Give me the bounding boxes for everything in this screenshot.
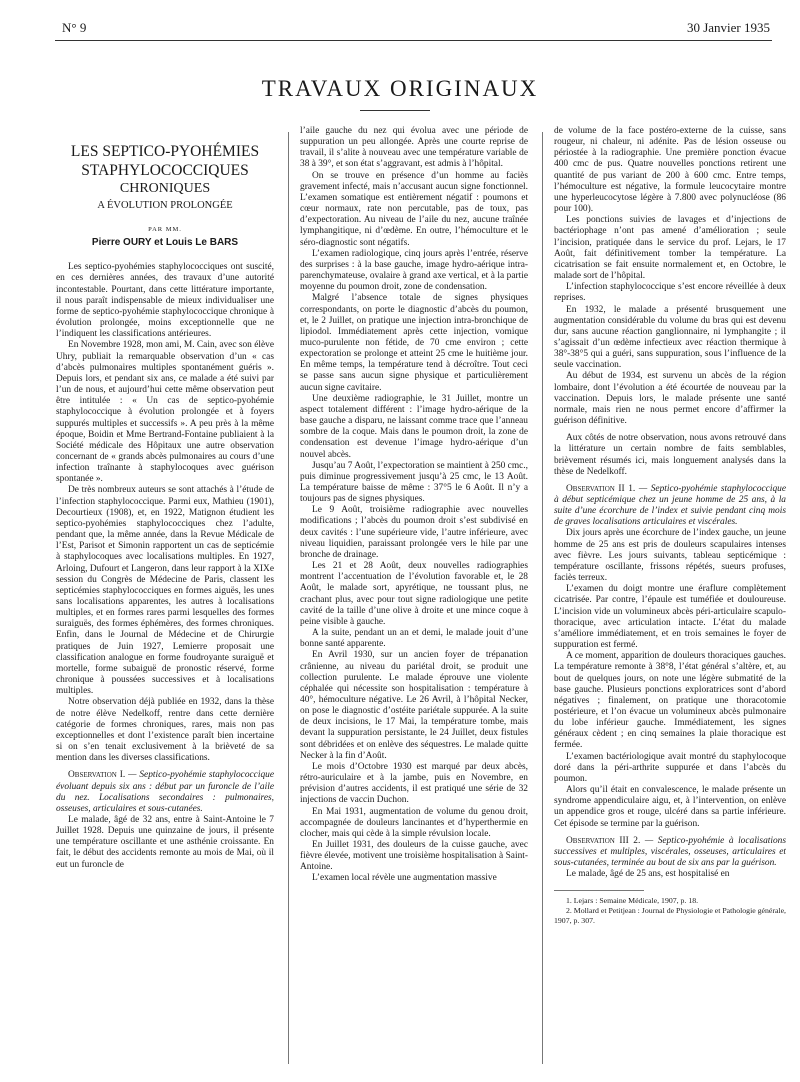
paragraph: Le 9 Août, troisième radiographie avec nouvelles modifications ; l’abcès du poumon droit s’est subdivisé en deux cavités : l’une supérieure vide, l’autre inférieure, avec niveau liquidien, paraissant prolongée vers le hile par une bronche de drainage.: [300, 505, 528, 560]
footnote: 2. Mollard et Petitjean : Journal de Physiologie et Pathologie générale, 1907, p. 307.: [554, 905, 786, 925]
article-title-line: CHRONIQUES: [119, 181, 211, 196]
observation-heading: [554, 836, 786, 869]
observation-title: — Septico-pyohémie staphylococcique à début septicémique chez un jeune homme de 25 ans, à la suite d’une écorchure de l’index et suivie pendant cinq mois de graves localisations articulaires et viscérales.: [554, 483, 786, 528]
issue-date: 30 Janvier 1935: [686, 20, 770, 35]
article-body: [56, 126, 784, 1074]
column-2: [300, 126, 528, 1074]
byline-prefix: PAR MM.: [148, 226, 182, 233]
paragraph: Le malade, âgé de 25 ans, est hospitalisé en: [566, 869, 730, 880]
column-3: [554, 126, 786, 1074]
article-title-line: LES SEPTICO-PYOHÉMIES: [70, 143, 260, 160]
footnote: 1. Lejars : Semaine Médicale, 1907, p. 18.: [566, 896, 699, 906]
paragraph: L’examen bactériologique avait montré du staphylocoque doré dans la péri-arthrite suppurée et dans l’abcès du poumon.: [554, 751, 786, 784]
observation-label: Observation I.: [68, 770, 126, 781]
article-title-line: STAPHYLOCOCCIQUES: [81, 162, 249, 179]
paragraph: Malgré l’absence totale de signes physiques correspondants, on porte le diagnostic d’abcès du poumon, et, le 2 Juillet, on pratique une injection intra-bronchique de lipiodol. Immédiatement après cette injection, vomique muco-purulente non fétide, de 70 cme environ ; cette expectoration se prolonge et atteint 25 cme le huitième jour. En même temps, la température tend à décroître. Tout ceci se passe sans aucun signe physique et particulièrement aucun signe cavitaire.: [300, 293, 528, 393]
paragraph: Une deuxième radiographie, le 31 Juillet, montre un aspect totalement différent : l’image hydro-aérique de la base gauche a disparu, ne laissant comme trace que l’anneau sombre de la coque. Mais dans le poumon droit, la zone de condensation est devenue l’image hydro-aérique d’un nouvel abcès.: [300, 393, 528, 460]
article-title: [56, 142, 274, 248]
paragraph: En 1932, le malade a présenté brusquement une augmentation considérable du volume du bras qui est devenu dur, sans aucune réaction ganglionnaire, ni lymphangite ; il s’agissait d’un œdème infectieux avec réaction thermique à 38°-38°5 qui a guéri, sans suppuration, sous l’influence de la seule vaccination.: [554, 304, 786, 371]
paragraph: En Novembre 1928, mon ami, M. Cain, avec son élève Uhry, publiait la remarquable observation d’un « cas d’abcès pulmonaires multiples spontanément guéris ». Depuis lors, et pendant six ans, ce malade a été suivi par l’un de nous, et aujourd’hui cette même observation peut être intitulée : « Un cas de septico-pyohémie staphylococcique à évolution prolongée et à foyers suppurés multiples et successifs ». A peu près à la même époque, Boidin et Mme Bertrand-Fontaine publiaient à la Société médicale des Hôpitaux une autre observation concernant de « grands abcès pulmonaires au cours d’une infection traînante à staphylocoques avec guérison spontanée ».: [56, 340, 274, 485]
paragraph: Notre observation déjà publiée en 1932, dans la thèse de notre élève Nedelkoff, rentre dans cette dernière catégorie de formes chroniques, rares, mais non pas exceptionnelles et dont l’existence paraît bien incertaine si on s’en tenait exclusivement à la brièveté de sa mention dans les diverses classifications.: [56, 697, 274, 764]
paragraph: De très nombreux auteurs se sont attachés à l’étude de l’infection staphylococcique. Parmi eux, Mathieu (1901), Decourtieux (1908), et, en 1922, Matignon étudient les septico-pyohémies staphylococciques chez l’adulte, pendant que, la même année, dans la Revue Médicale de l’Est, Parisot et Simonin rapportent un cas de septicémie à staphylocoques avec localisations multiples. En 1927, Arloing, Dufourt et Langeron, dans leur rapport à la XIXe session du Congrès de Médecine de Paris, classent les septicémies staphylococciques en formes aiguës, les unes sans localisations apparentes, les autres à localisations multiples, et en formes rares parmi lesquelles des formes suraiguës, des formes éphémères, des formes chroniques. Enfin, dans le Journal de Médecine et de Chirurgie pratiques de Juin 1927, Lemierre proposait une classification analogue en forme foudroyante suraiguë et mortelle, forme subaiguë de pronostic réservé, forme chronique à poussées successives et à localisations multiples.: [56, 485, 274, 697]
paragraph: Les septico-pyohémies staphylococciques ont suscité, en ces dernières années, des travaux d’une autorité incontestable. Pourtant, dans cette littérature importante, il nous paraît indispensable de mieux individualiser une forme de septico-pyohémie staphylococcique chronique à évolution prolongée, moins exceptionnelle que ne l’indiquent les classifications antérieures.: [56, 262, 274, 340]
paragraph: A la suite, pendant un an et demi, le malade jouit d’une bonne santé apparente.: [300, 628, 528, 650]
article-subtitle: A ÉVOLUTION PROLONGÉE: [97, 200, 233, 211]
paragraph: Au début de 1934, est survenu un abcès de la région lombaire, dont l’évolution a été écourtée de nouveau par la vaccination. Depuis lors, le malade présente une santé normale, mais rien ne nous permet encore d’affirmer la guérison définitive.: [554, 371, 786, 427]
paragraph: Les 21 et 28 Août, deux nouvelles radiographies montrent l’accentuation de l’évolution favorable et, le 28 Août, le malade sort, apyrétique, ne toussant plus, ne crachant plus, avec pour tout signe radiologique une petite cavité de la taille d’une olive à droite et une mince coque à peine visible à gauche.: [300, 561, 528, 627]
paragraph: Alors qu’il était en convalescence, le malade présente un syndrome appendiculaire aigu, et, à l’intervention, on enlève un appendice gros et rouge, ulcéré dans sa partie inférieure. Cet épisode se termine par la guérison.: [554, 785, 786, 829]
column-divider: [288, 132, 289, 1064]
issue-number: N° 9: [62, 20, 87, 35]
paragraph: L’infection staphylococcique s’est encore réveillée à deux reprises.: [554, 282, 786, 304]
paragraph: Jusqu’au 7 Août, l’expectoration se maintient à 250 cmc., puis diminue progressivement jusqu’à 25 cmc, le 13 Août. La température baisse de même : 37°5 le 6 Août. Il n’y a toujours pas de signes physiques.: [300, 460, 528, 505]
paragraph: En Juillet 1931, des douleurs de la cuisse gauche, avec fièvre élevée, motivent une troisième hospitalisation à Saint-Antoine.: [300, 840, 528, 873]
title-rule: [360, 110, 430, 111]
paragraph: l’aile gauche du nez qui évolua avec une période de suppuration un peu allongée. Après une courte reprise de travail, il s’alite à nouveau avec une température variable de 38 à 39°, et son état s’aggravant, est admis à l’hôpital.: [300, 126, 528, 170]
observation-title: — Septico-pyohémie à localisations successives et multiples, viscérales, osseuses, articulaires et sous-cutanées, terminée au bout de six ans par la guérison.: [554, 835, 786, 868]
paragraph: L’examen radiologique, cinq jours après l’entrée, réserve des surprises : à la base gauche, image hydro-aérique intra-parenchymateuse, ovalaire à grand axe vertical, et à la partie moyenne du poumon droit, zone de condensation.: [300, 248, 528, 293]
section-title: TRAVAUX ORIGINAUX: [261, 76, 539, 101]
paragraph: En Mai 1931, augmentation de volume du genou droit, accompagnée de douleurs lancinantes et d’hyperthermie en clocher, mais qui cède à la simple révulsion locale.: [300, 806, 528, 839]
paragraph: En Avril 1930, sur un ancien foyer de trépanation crânienne, au niveau du pariétal droit, se produit une collection purulente. Le malade éprouve une violente céphalée qui nécessite son hospitalisation : température à 40°, hémoculture négative. Le 26 Avril, à l’hôpital Necker, on pose le diagnostic d’ostéite pariétale suppurée. A la suite de deux incisions, le 17 Mai, la température tombe, mais devant la suppuration persistante, le 24 Juillet, deux fistules sont débridées et on enlève des séquestres. Le malade quitte Necker à la fin d’Août.: [300, 650, 528, 761]
paragraph: Aux côtés de notre observation, nous avons retrouvé dans la littérature un certain nombre de faits semblables, brièvement résumés ici, mais longuement analysés dans la thèse de Nedelkoff.: [554, 433, 786, 477]
observation-label: Observation II 1.: [566, 483, 636, 494]
observation-title: — Septico-pyohémie staphylococcique évoluant depuis six ans : début par un furoncle de l’aile du nez. Localisations secondaires : pulmonaires, osseuses, articulaires et sous-cutanées.: [56, 770, 274, 814]
paragraph: A ce moment, apparition de douleurs thoraciques gauches. La température remonte à 38°8, l’état général s’altère, et, au bout de quelques jours, on note une légère submatité de la base gauche. Plusieurs ponctions exploratrices sont d’abord négatives ; finalement, on pratique une thoracotomie postérieure, et l’on évacue un volumineux abcès pulmonaire du lobe inférieur gauche. Immédiatement, les signes généraux cèdent ; en cinq semaines la plaie thoracique est fermée.: [554, 651, 786, 751]
observation-heading: [554, 484, 786, 529]
footnote-rule: [554, 890, 644, 891]
paragraph: Les ponctions suivies de lavages et d’injections de bactériophage n’ont pas amené d’amélioration ; seule l’incision, pratiquée dans le service du prof. Lejars, le 17 Août, fait définitivement tomber la température. La cicatrisation se fait ensuite normalement et, en Octobre, le malade sort de l’hôpital.: [554, 215, 786, 282]
header-rule: [55, 40, 772, 41]
article-authors: Pierre OURY et Louis Le BARS: [91, 237, 239, 249]
paragraph: Dix jours après une écorchure de l’index gauche, un jeune homme de 25 ans est pris de douleurs scapulaires intenses avec fièvre. Les jours suivants, tableau septicémique : température oscillante, frissons répétés, sueurs profuses, faciès terreux.: [554, 528, 786, 584]
observation-heading: [56, 770, 274, 815]
observation-label: Observation III 2.: [566, 835, 641, 846]
paragraph: L’examen du doigt montre une éraflure complètement cicatrisée. Par contre, l’épaule est tuméfiée et douloureuse. L’incision vide un volumineux abcès péri-articulaire scapulo-thoracique, avec articulation intacte. L’état du malade s’améliore immédiatement, et en trois semaines le foyer de suppuration est fermé.: [554, 584, 786, 651]
column-1: [56, 126, 274, 1074]
paragraph: Le malade, âgé de 32 ans, entre à Saint-Antoine le 7 Juillet 1928. Depuis une quinzaine de jours, il présente une température oscillante et une asthénie croissante. En fait, le début des accidents remonte au mois de Mai, où il eut un furoncle de: [56, 814, 274, 870]
column-divider: [542, 132, 543, 1064]
paragraph: de volume de la face postéro-externe de la cuisse, sans rougeur, ni chaleur, ni adénite. Pas de lésion osseuse ou périostée à la radiographie. Une première ponction évacue 400 cmc de pus. Quatre nouvelles ponctions retirent une quantité de pus variant de 200 à 600 cmc. Entre temps, l’hémoculture est négative, la formule leucocytaire montre une hyperleucocytose légère à 7.800 avec polynucléose (86 pour 100).: [554, 126, 786, 215]
paragraph: On se trouve en présence d’un homme au faciès gravement infecté, mais n’accusant aucun signe fonctionnel. L’examen somatique est entièrement négatif : poumons et cœur normaux, rate non percutable, pas de toux, pas d’expectoration. Au niveau de l’aile du nez, aucune traînée lymphangitique, ni d’œdème. En outre, l’hémoculture et le séro-diagnostic sont négatifs.: [300, 170, 528, 248]
paragraph: L’examen local révèle une augmentation massive: [312, 873, 497, 884]
paragraph: Le mois d’Octobre 1930 est marqué par deux abcès, rétro-auriculaire et à la jambe, puis en Novembre, en prévision d’autres accidents, il est pratiqué une série de 32 injections de vaccin Duchon.: [300, 761, 528, 806]
